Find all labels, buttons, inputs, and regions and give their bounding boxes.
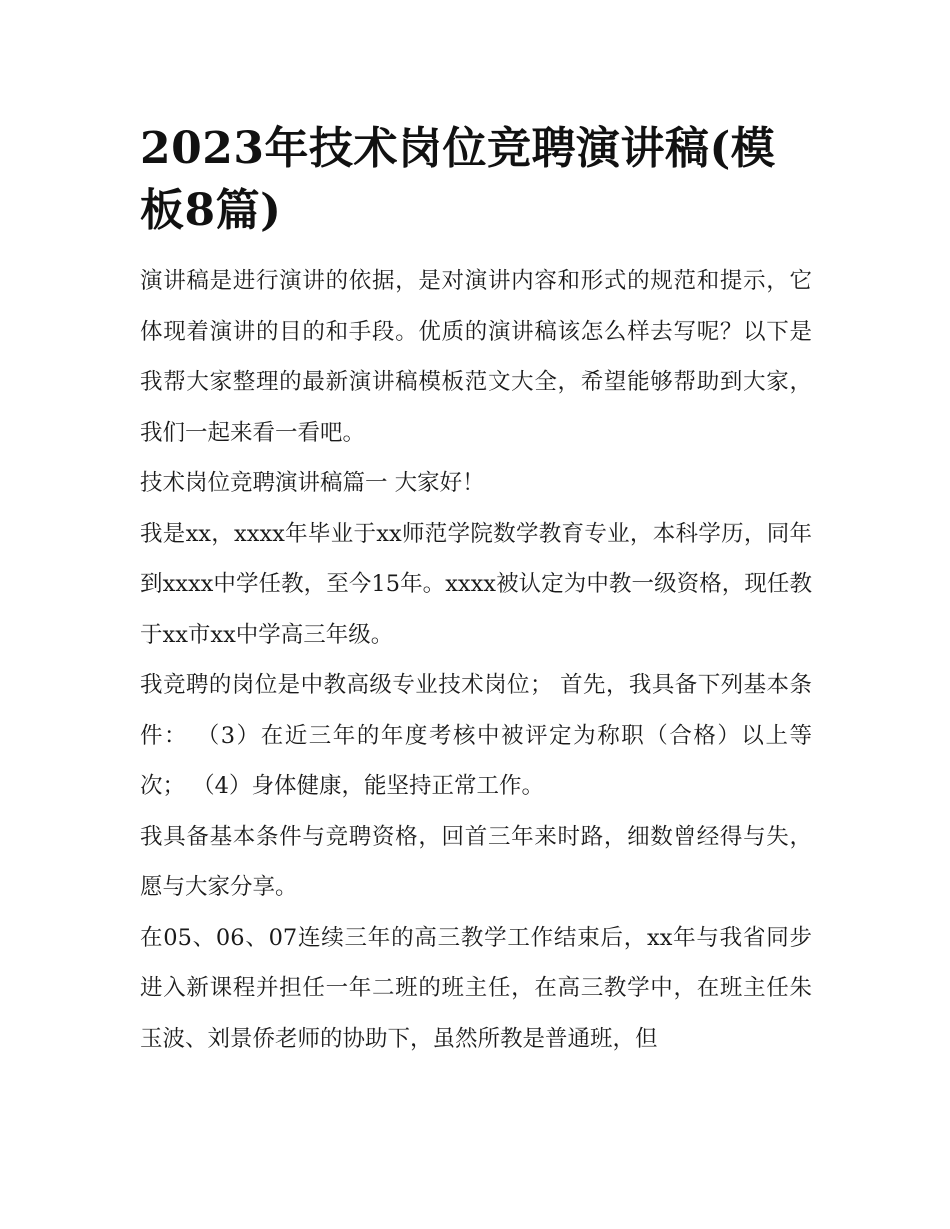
paragraph-position-conditions: 我竞聘的岗位是中教高级专业技术岗位； 首先，我具备下列基本条件： （3）在近三年的年度考核中被评定为称职（合格）以上等次； （4）身体健康，能坚持正常工作。 [140,672,812,799]
paragraph-self-introduction: 我是xx，xxxx年毕业于xx师范学院数学教育专业，本科学历，同年到xxxx中学任教，至今15年。xxxx被认定为中教一级资格，现任教于xx市xx中学高三年级。 [140,520,812,648]
paragraph-teaching-experience: 在05、06、07连续三年的高三教学工作结束后，xx年与我省同步进入新课程并担任一年二班的班主任，在高三教学中，在班主任朱玉波、刘景侨老师的协助下，虽然所教是普通班，但 [140,924,812,1052]
document-content [140,118,812,1064]
document-title: 2023年技术岗位竞聘演讲稿(模板8篇) [140,123,776,236]
paragraph-section-heading: 技术岗位竞聘演讲稿篇一 大家好！ [140,470,485,496]
paragraph-review: 我具备基本条件与竞聘资格，回首三年来时路，细数曾经得与失，愿与大家分享。 [140,823,812,900]
paragraph-intro: 演讲稿是进行演讲的依据，是对演讲内容和形式的规范和提示，它体现着演讲的目的和手段。优质的演讲稿该怎么样去写呢？以下是我帮大家整理的最新演讲稿模板范文大全，希望能够帮助到大家，我们一起来看一看吧。 [140,268,812,446]
document-body [140,256,812,1064]
